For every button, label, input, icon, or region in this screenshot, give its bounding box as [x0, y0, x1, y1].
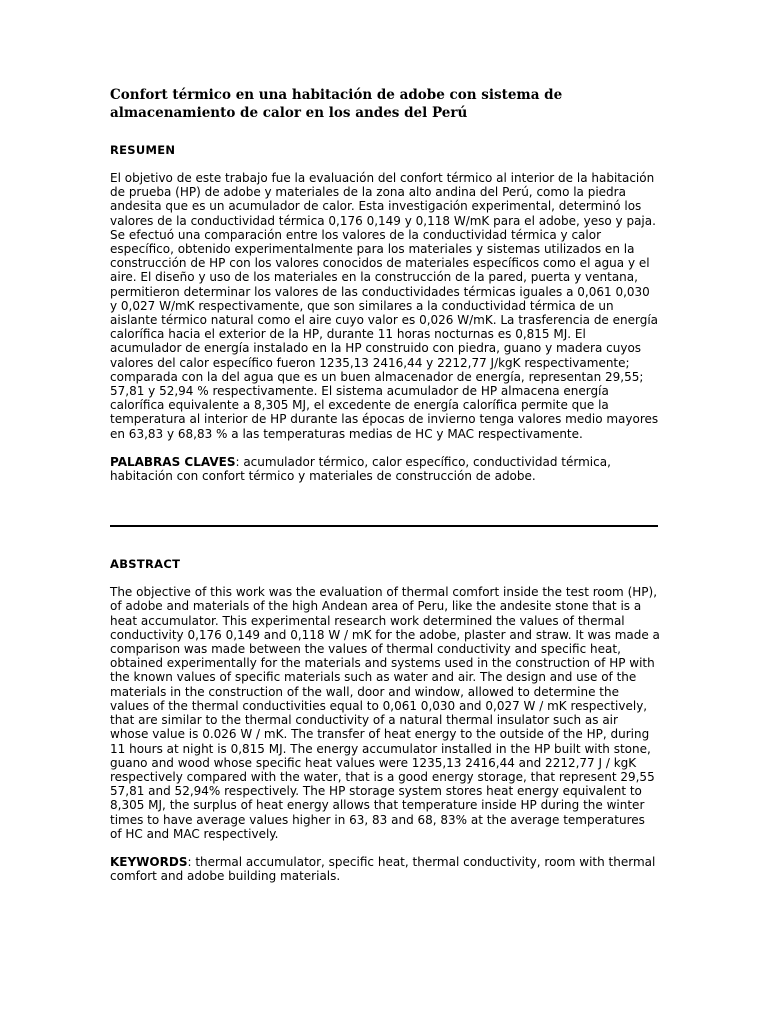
keywords-label: KEYWORDS — [110, 854, 188, 869]
resumen-heading: RESUMEN — [110, 143, 176, 157]
abstract-heading: ABSTRACT — [110, 557, 181, 572]
keywords — [110, 855, 660, 883]
resumen-text: El objetivo de este trabajo fue la evaluación del confort térmico al interior de la habitación de prueba (HP) de adobe y materiales de la zona alto andina del Perú, como la piedra andesita que es un acumulador de calor. Esta investigación experimental, determinó los valores de la conductividad térmica 0,176 0,149 y 0,118 W/mK para el adobe, yeso y paja. Se efectuó una comparación entre los valores de la conductividad térmica y calor específico, obtenido experimentalmente para los materiales y sistemas utilizados en la construcción de HP con los valores conocidos de materiales específicos como el agua y el aire. El diseño y uso de los materiales en la construcción de la pared, puerta y ventana, permitieron determinar los valores de las conductividades térmicas iguales a 0,061 0,030 y 0,027 W/mK respectivamente, que son similares a la conductividad térmica de un aislante térmico natural como el aire cuyo valor es 0,026 W/mK. La trasferencia de energía calorífica hacia el exterior de la HP, durante 11 horas nocturnas es 0,815 MJ. El acumulador de energía instalado en la HP construido con piedra, guano y madera cuyos valores del calor específico fueron 1235,13 2416,44 y 2212,77 J/kgK respectivamente; comparada con la del agua que es un buen almacenador de energía, representan 29,55; 57,81 y 52,94 % respectivamente. El sistema acumulador de HP almacena energía calorífica equivalente a 8,305 MJ, el excedente de energía calorífica permite que la temperatura al interior de HP durante las épocas de invierno tenga valores medio mayores en 63,83 y 68,83 % a las temperaturas medias de HC y MAC respectivamente. — [110, 171, 659, 441]
document-page — [110, 86, 660, 883]
keywords-text: : thermal accumulator, specific heat, thermal conductivity, room with thermal comfort and adobe building materials. — [110, 854, 656, 884]
palabras-claves-text: : acumulador térmico, calor específico, conductividad térmica, habitación con confort térmico y materiales de construcción de adobe. — [110, 454, 611, 484]
paper-title: Confort térmico en una habitación de adobe con sistema de almacenamiento de calor en los andes del Perú — [110, 87, 563, 121]
abstract-text: The objective of this work was the evaluation of thermal comfort inside the test room (HP), of adobe and materials of the high Andean area of Peru, like the andesite stone that is a heat accumulator. This experimental research work determined the values of thermal conductivity 0,176 0,149 and 0,118 W / mK for the adobe, plaster and straw. It was made a comparison was made between the values of thermal conductivity and specific heat, obtained experimentally for the materials and systems used in the construction of HP with the known values of specific materials such as water and air. The design and use of the materials in the construction of the wall, door and window, allowed to determine the values of the thermal conductivities equal to 0,061 0,030 and 0,027 W / mK respectively, that are similar to the thermal conductivity of a natural thermal insulator such as air whose value is 0.026 W / mK. The transfer of heat energy to the outside of the HP, during 11 hours at night is 0,815 MJ. The energy accumulator installed in the HP built with stone, guano and wood whose specific heat values were 1235,13 2416,44 and 2212,77 J / kgK respectively compared with the water, that is a good energy storage, that represent 29,55 57,81 and 52,94% respectively. The HP storage system stores heat energy equivalent to 8,305 MJ, the surplus of heat energy allows that temperature inside HP during the winter times to have average values higher in 63, 83 and 68, 83% at the average temperatures of HC and MAC respectively. — [110, 585, 660, 841]
palabras-claves — [110, 455, 660, 483]
palabras-claves-label: PALABRAS CLAVES — [110, 454, 236, 469]
